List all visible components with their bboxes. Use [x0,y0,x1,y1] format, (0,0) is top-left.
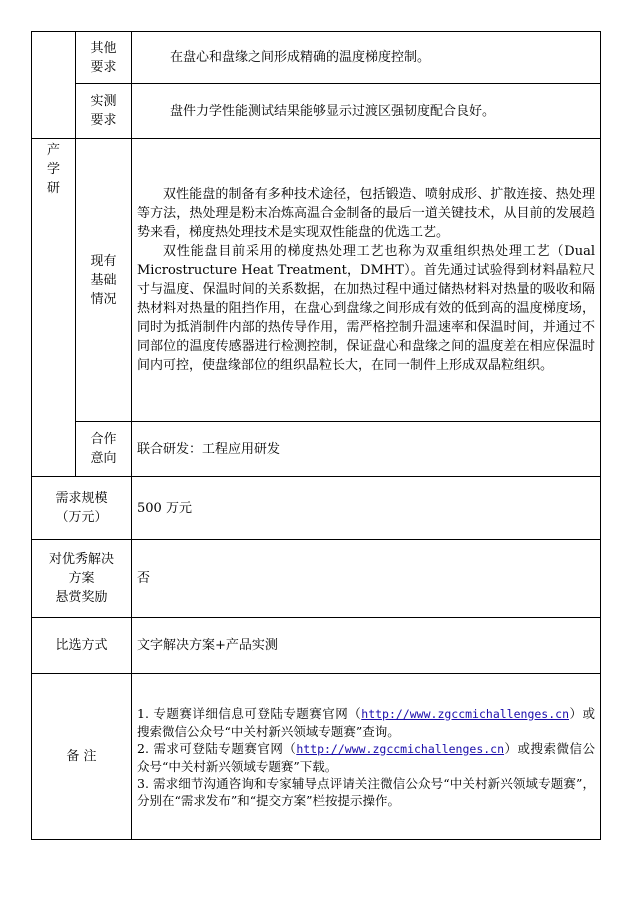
category-char-2: 学 [46,162,60,177]
row-demand-scale [32,477,601,540]
demand-scale-label-line1: 需求规模 [55,491,108,506]
test-requirement-label: 实测 要求 [76,84,132,139]
other-requirement-value: 在盘心和盘缘之间形成精确的温度梯度控制。 [132,32,601,84]
note-2-website-link[interactable]: http://www.zgccmichallenges.cn [296,741,505,756]
reward-value: 否 [132,540,601,618]
category-char-3: 研 [46,181,60,196]
existing-basis-paragraph-2: 双性能盘目前采用的梯度热处理工艺也称为双重组织热处理工艺（Dual Microstructure Heat Treatment，DMHT）。首先通过试验得到材料晶粒尺寸与温度、保温时间的关系数据，在加热过程中通过储热材料对热量的吸收和隔热材料对热量的阻挡作用，在盘心到盘缘之间形成有效的低到高的温度梯度场，同时为抵消制件内部的热传导作用，需严格控制升温速率和保温时间，并通过不同部位的温度传感器进行检测控制，保证盘心和盘缘之间的温度差在相应保温时间内可控，使盘缘部位的组织晶粒长大，在同一制件上形成双晶粒组织。 [137,244,595,373]
cooperation-intent-value: 联合研发：工程应用研发 [132,422,601,477]
reward-label-line2: 方案 [68,571,95,586]
selection-method-label: 比选方式 [32,618,132,674]
existing-basis-paragraph-1: 双性能盘的制备有多种技术途径，包括锻造、喷射成形、扩散连接、热处理等方法，热处理是粉末冶炼高温合金制备的最后一道关键技术，从目前的发展趋势来看，梯度热处理技术是实现双性能盘的优选工艺。 [137,187,595,240]
row-other-requirement [32,32,601,84]
notes-value [132,674,601,840]
note-1-text-end: ）或搜索微信公众号“中关村新兴领域专题赛”查询。 [137,705,595,739]
note-2-text-start: 2. 需求可登陆专题赛官网（ [137,740,297,756]
requirement-table [31,31,601,840]
existing-basis-value [132,139,601,422]
demand-scale-value: 500 万元 [132,477,601,540]
note-1-text-start: 1. 专题赛详细信息可登陆专题赛官网（ [137,705,362,721]
notes-label: 备 注 [32,674,132,840]
note-2-text-end: ）或搜索微信公众号“中关村新兴领域专题赛”下载。 [137,740,595,774]
demand-scale-label [32,477,132,540]
existing-basis-label: 现有 基础 情况 [76,139,132,422]
note-1-website-link[interactable]: http://www.zgccmichallenges.cn [361,706,569,721]
row-test-requirement [32,84,601,139]
row-cooperation-intent [32,422,601,477]
row-selection-method [32,618,601,674]
reward-label [32,540,132,618]
row-reward [32,540,601,618]
demand-scale-label-line2: （万元） [55,510,108,525]
note-2 [137,740,595,775]
cooperation-intent-label: 合作 意向 [76,422,132,477]
row-existing-basis [32,139,601,422]
category-blank-cell [32,32,76,139]
category-char-1: 产 [46,143,60,158]
other-requirement-label: 其他 要求 [76,32,132,84]
reward-label-line3: 悬赏奖励 [55,590,108,605]
note-1 [137,705,595,740]
test-requirement-value: 盘件力学性能测试结果能够显示过渡区强韧度配合良好。 [132,84,601,139]
row-notes [32,674,601,840]
selection-method-value: 文字解决方案+产品实测 [132,618,601,674]
reward-label-line1: 对优秀解决 [48,552,114,567]
note-3: 3. 需求细节沟通咨询和专家辅导点评请关注微信公众号“中关村新兴领域专题赛”，分别在“需求发布”和“提交方案”栏按提示操作。 [137,775,595,808]
industry-academia-research-label [32,139,76,477]
